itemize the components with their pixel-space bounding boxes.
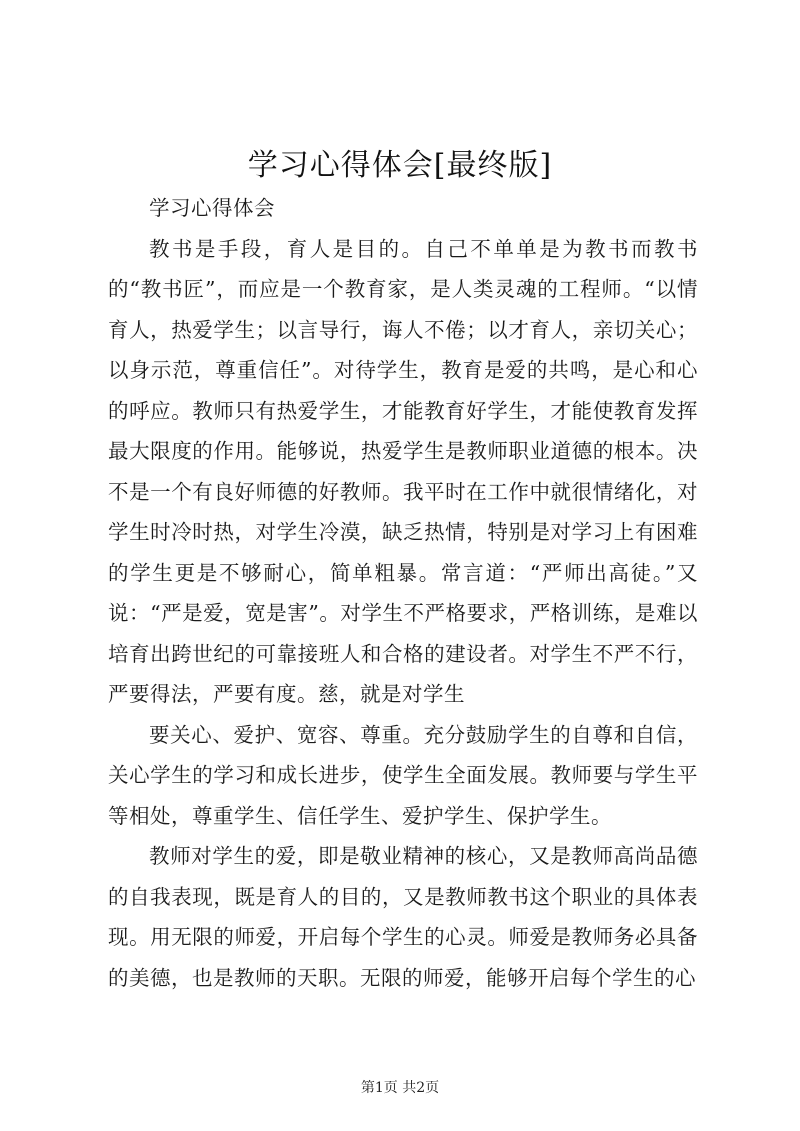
document-title: 学习心得体会[最终版]	[247, 148, 553, 183]
paragraph-subtitle: 学习心得体会	[149, 196, 275, 220]
page-footer: 第1页 共2页	[360, 1080, 440, 1096]
document-body	[108, 188, 698, 998]
paragraph-2: 要关心、爱护、宽容、尊重。充分鼓励学生的自尊和自信，关心学生的学习和成长进步，使学生全面发展。教师要与学生平等相处，尊重学生、信任学生、爱护学生、保护学生。	[108, 722, 698, 828]
paragraph-1: 教书是手段，育人是目的。自己不单单是为教书而教书的“教书匠”，而应是一个教育家，是人类灵魂的工程师。“以情育人，热爱学生；以言导行，诲人不倦；以才育人，亲切关心；以身示范，尊重信任”。对待学生，教育是爱的共鸣，是心和心的呼应。教师只有热爱学生，才能教育好学生，才能使教育发挥最大限度的作用。能够说，热爱学生是教师职业道德的根本。决不是一个有良好师德的好教师。我平时在工作中就很情绪化，对学生时冷时热，对学生冷漠，缺乏热情，特别是对学习上有困难的学生更是不够耐心，简单粗暴。常言道：“严师出高徒。”又说：“严是爱，宽是害”。对学生不严格要求，严格训练，是难以培育出跨世纪的可靠接班人和合格的建设者。对学生不严不行，严要得法，严要有度。慈，就是对学生	[108, 236, 698, 706]
paragraph-3: 教师对学生的爱，即是敬业精神的核心，又是教师高尚品德的自我表现，既是育人的目的，又是教师教书这个职业的具体表现。用无限的师爱，开启每个学生的心灵。师爱是教师务必具备的美德，也是教师的天职。无限的师爱，能够开启每个学生的心	[108, 844, 698, 990]
